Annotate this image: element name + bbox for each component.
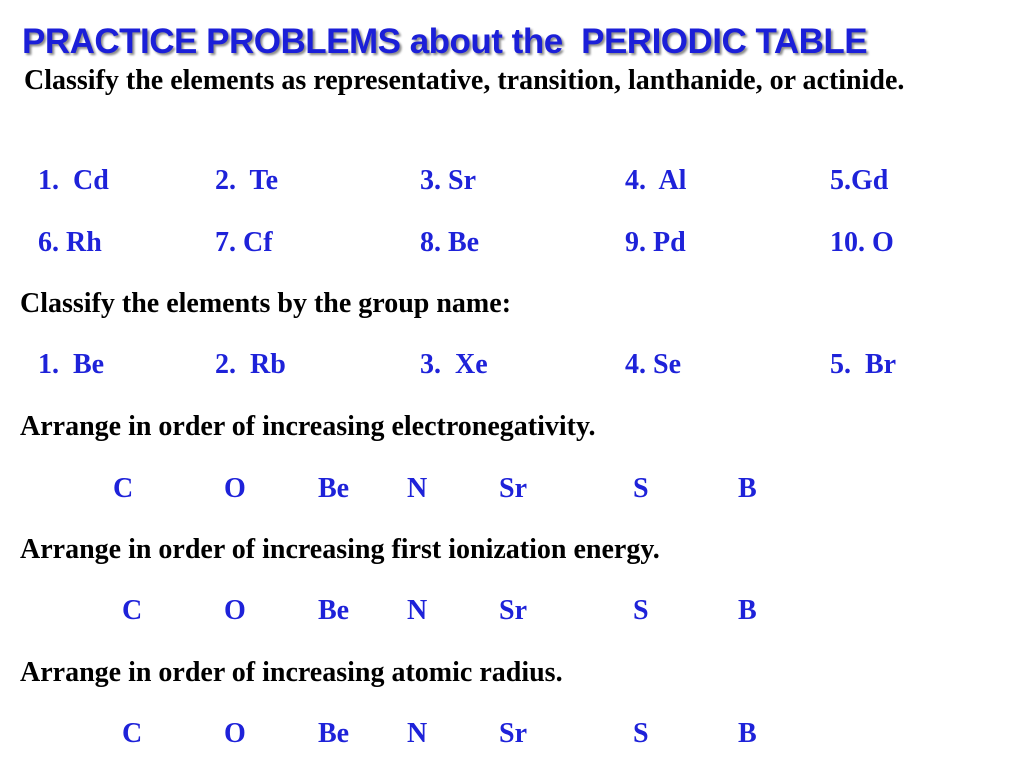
list-item: N xyxy=(407,718,428,749)
list-item: S xyxy=(633,473,649,504)
list-item: C xyxy=(122,595,143,626)
list-item: 4. Se xyxy=(625,349,681,380)
list-item: O xyxy=(224,473,246,504)
element-row-3 xyxy=(0,345,1024,385)
instruction-classify-type: Classify the elements as representative, transition, lanthanide, or actinide. xyxy=(24,65,905,96)
list-item: 2. Rb xyxy=(215,349,286,380)
list-item: 9. Pd xyxy=(625,227,686,258)
list-item: 3. Xe xyxy=(420,349,488,380)
list-item: B xyxy=(738,718,757,749)
list-item: B xyxy=(738,595,757,626)
list-item: O xyxy=(224,718,246,749)
list-item: Sr xyxy=(499,595,527,626)
element-set-atomic-radius xyxy=(0,714,1024,754)
list-item: 5.Gd xyxy=(830,165,889,196)
list-item: 2. Te xyxy=(215,165,279,196)
list-item: 3. Sr xyxy=(420,165,476,196)
element-set-ionization-energy xyxy=(0,591,1024,631)
list-item: 5. Br xyxy=(830,349,897,380)
instruction-classify-group: Classify the elements by the group name: xyxy=(20,288,512,319)
element-set-electronegativity xyxy=(0,469,1024,509)
page-title: PRACTICE PROBLEMS about the PERIODIC TABLE xyxy=(22,22,868,61)
list-item: Be xyxy=(318,595,350,626)
list-item: B xyxy=(738,473,757,504)
list-item: 1. Cd xyxy=(38,165,109,196)
list-item: N xyxy=(407,595,428,626)
list-item: C xyxy=(113,473,134,504)
instruction-electronegativity: Arrange in order of increasing electronegativity. xyxy=(20,411,596,442)
list-item: S xyxy=(633,718,649,749)
list-item: 1. Be xyxy=(38,349,105,380)
element-row-1 xyxy=(0,161,1024,201)
element-row-2 xyxy=(0,223,1024,263)
list-item: Be xyxy=(318,473,350,504)
list-item: N xyxy=(407,473,428,504)
instruction-atomic-radius: Arrange in order of increasing atomic radius. xyxy=(20,657,563,688)
list-item: 4. Al xyxy=(625,165,687,196)
list-item: Sr xyxy=(499,473,527,504)
list-item: Sr xyxy=(499,718,527,749)
instruction-ionization-energy: Arrange in order of increasing first ionization energy. xyxy=(20,534,660,565)
list-item: 7. Cf xyxy=(215,227,273,258)
list-item: O xyxy=(224,595,246,626)
list-item: S xyxy=(633,595,649,626)
list-item: Be xyxy=(318,718,350,749)
list-item: 10. O xyxy=(830,227,894,258)
list-item: 6. Rh xyxy=(38,227,102,258)
list-item: 8. Be xyxy=(420,227,480,258)
list-item: C xyxy=(122,718,143,749)
